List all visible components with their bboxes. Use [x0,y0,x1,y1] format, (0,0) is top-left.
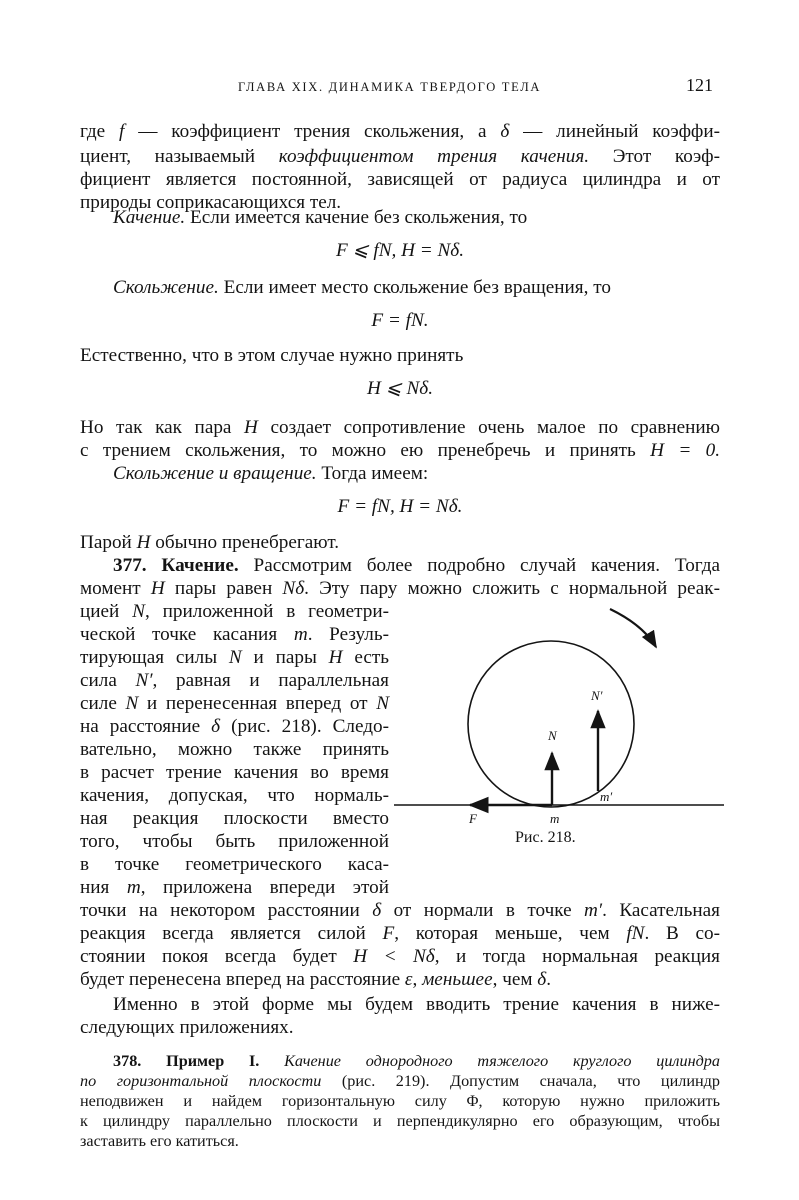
text-run: и пары [241,647,329,668]
math-term: m′ [584,900,603,921]
math-term: N [132,601,145,622]
text-run: Именно в этой форме мы будем вводить трение качения в ниже- [113,994,720,1015]
math-term: N [376,693,389,714]
text-line [80,600,389,623]
math-term: N [125,693,139,714]
text-run: с трением скольжения, то можно ею пренебречь и принять [80,440,651,461]
text-run: Этот коэф- [589,146,720,167]
text-run: , чем [492,969,538,990]
text-run: , приложена впереди этой [140,877,389,898]
emphasis: Скольжение. [113,277,219,298]
example-line [80,1071,720,1091]
text-line [80,761,389,784]
text-run: ная реакция плоскости вместо [80,808,389,829]
text-line [80,922,720,945]
text-line [80,807,389,830]
emphasis: по горизонтальной плоскости [80,1072,322,1090]
text-run: Если имеется качение без скольжения, то [185,207,528,228]
label-f: F [469,811,477,826]
rotation-arrow [610,609,656,647]
math-term: H = 0. [650,440,720,461]
math-term: H [136,532,151,553]
running-header [0,75,799,103]
text-run: стоянии покоя всегда будет [80,946,354,967]
text-line [80,715,389,738]
text-run: Парой [80,532,137,553]
text-run: неподвижен и найдем горизонтальную силу Φ, которую нужно приложить [80,1092,720,1110]
text-line [80,692,389,715]
text-line [113,276,720,299]
math-term: H [150,578,165,599]
text-line [113,993,720,1016]
math-term: f [119,121,125,142]
text-run: , [412,969,423,990]
text-run: заставить его катиться. [80,1132,239,1150]
text-line [80,416,720,439]
text-run: , равная и параллельная [152,670,389,691]
text-line [80,738,389,761]
math-term: δ [500,121,510,142]
text-run: . Касательная [602,900,720,921]
section-heading-line [113,554,720,577]
text-run: Естественно, что в этом случае нужно принять [80,345,464,366]
text-run: . Резуль- [307,624,389,645]
example-line [80,1111,720,1131]
text-run: Если имеет место скольжение без вращения, то [218,277,611,298]
text-run: реакция всегда является силой [80,923,383,944]
text-run: Рассмотрим более подробно случай качения. Тогда [238,555,720,576]
bold-term: 377. Качение. [113,555,239,576]
text-run: Но так как пара [80,417,245,438]
chapter-title: ГЛАВА XIX. ДИНАМИКА ТВЕРДОГО ТЕЛА [238,80,542,94]
text-line [80,945,720,968]
text-line [80,876,389,899]
text-run: и перенесенная вперед от [138,693,377,714]
math-term: ε [404,969,413,990]
text-line [113,206,720,229]
math-term: m [126,877,141,898]
text-run: следующих приложениях. [80,1017,294,1038]
text-run: точки на некотором расстоянии [80,900,373,921]
text-run: будет перенесена вперед на расстояние [80,969,405,990]
text-line [80,623,389,646]
text-line [80,531,720,554]
text-line [80,439,720,462]
text-run: тирующая силы [80,647,229,668]
text-run: , приложенной в геометри- [144,601,389,622]
text-line [80,899,720,922]
math-term: fN [626,923,645,944]
text-run: есть [342,647,389,668]
text-run: обычно пренебрегают. [150,532,340,553]
text-run: где [80,121,120,142]
text-run: цией [80,601,133,622]
text-run: в расчет трение качения во время [80,762,389,783]
math-term: F ⩽ fN, H = Nδ. [335,240,465,261]
text-run: циент, называемый [80,146,279,167]
text-line [80,344,720,367]
example-line [80,1091,720,1111]
label-n-prime: N′ [591,688,603,703]
text-run: к цилиндру параллельно плоскости и перпендикулярно его образующим, чтобы [80,1112,720,1130]
text-run: , и тогда нормальная реакция [434,946,720,967]
label-m-prime: m′ [600,789,613,804]
example-line [113,1051,720,1071]
text-run: пары равен [164,578,283,599]
text-run: от нормали в точке [381,900,585,921]
text-line [80,853,389,876]
text-line [80,646,389,669]
text-run: — коэффициент трения скольжения, а [124,121,501,142]
text-line [80,168,720,191]
math-term: H < Nδ [353,946,435,967]
text-line [80,830,389,853]
figure-218 [388,595,728,860]
text-run: момент [80,578,151,599]
text-line [113,462,720,485]
text-run: Тогда имеем: [316,463,429,484]
label-n: N [548,728,557,743]
text-run: в точке геометрического каса- [80,854,389,875]
math-term: F = fN, H = Nδ. [337,496,463,517]
text-run: вательно, можно также принять [80,739,389,760]
label-m: m [550,811,560,826]
formula [80,239,720,262]
formula [80,495,720,518]
text-line [80,669,389,692]
bold-term: 378. Пример I. [113,1052,260,1070]
text-run: природы соприкасающихся тел. [80,192,342,213]
page-number: 121 [686,75,713,95]
text-run: силе [80,693,126,714]
text-run: (рис. 219). Допустим сначала, что цилиндр [321,1072,720,1090]
text-line [80,784,389,807]
math-term: N [228,647,242,668]
math-term: H [328,647,343,668]
text-line [80,120,720,143]
text-run: фициент является постоянной, зависящей от радиуса цилиндра и от [80,169,720,190]
formula [80,309,720,332]
text-run: . [546,969,552,990]
emphasis: коэффициентом трения качения. [278,146,590,167]
emphasis: Скольжение и вращение. [113,463,317,484]
text-run: (рис. 218). Следо- [220,716,389,737]
math-term: Nδ [282,578,305,599]
text-run: — линейный коэффи- [509,121,720,142]
text-line [80,145,720,168]
text-line [80,1016,720,1039]
math-term: m [293,624,308,645]
text-run: создает сопротивление очень малое по сравнению [257,417,720,438]
math-term: F [382,923,395,944]
text-run: . В со- [644,923,720,944]
math-term: F = fN. [371,310,429,331]
text-run: того, чтобы быть приложенной [80,831,389,852]
text-run: ческой точке касания [80,624,294,645]
text-run: ния [80,877,127,898]
example-line [80,1131,720,1151]
text-run: . Эту пару можно сложить с нормальной реак- [304,578,720,599]
text-run: на расстояние [80,716,212,737]
text-run: , которая меньше, чем [394,923,627,944]
formula [80,377,720,400]
text-run: качения, допуская, что нормаль- [80,785,389,806]
emphasis: меньшее [422,969,493,990]
emphasis: Качение. [113,207,186,228]
figure-caption: Рис. 218. [515,829,576,846]
math-term: δ [372,900,382,921]
math-term: H [244,417,258,438]
math-term: δ [537,969,547,990]
text-line [80,968,720,991]
emphasis: Качение однородного тяжелого круглого цилиндра [259,1052,720,1070]
text-run: сила [80,670,136,691]
math-term: δ [211,716,221,737]
math-term: H ⩽ Nδ. [366,378,434,399]
math-term: N′ [135,670,153,691]
